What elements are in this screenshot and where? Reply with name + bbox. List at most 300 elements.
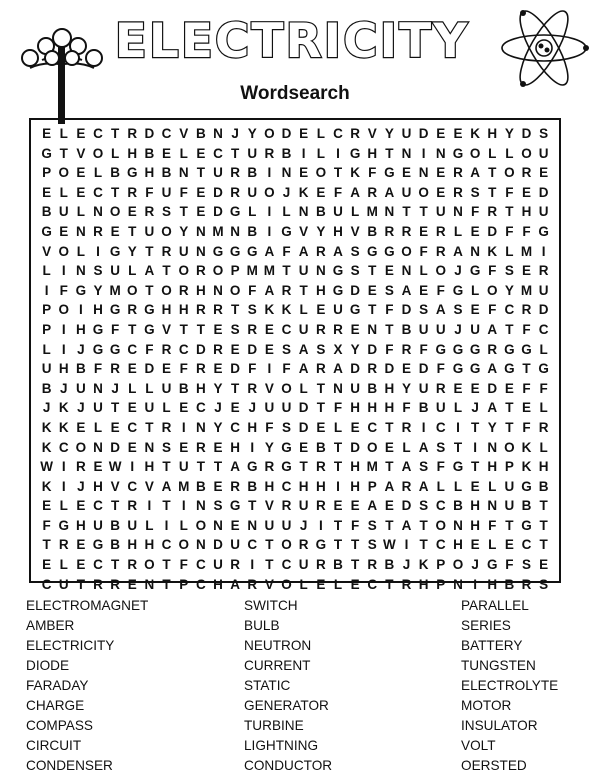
grid-letter[interactable]: S xyxy=(419,498,429,514)
grid-letter[interactable]: D xyxy=(110,439,120,455)
grid-letter[interactable]: C xyxy=(538,321,549,337)
grid-letter[interactable]: L xyxy=(453,400,463,416)
grid-letter[interactable]: T xyxy=(505,321,514,337)
grid-letter[interactable]: S xyxy=(162,204,172,220)
grid-letter[interactable]: O xyxy=(127,282,138,298)
grid-letter[interactable]: K xyxy=(521,439,532,455)
grid-letter[interactable]: R xyxy=(195,439,206,455)
grid-letter[interactable]: U xyxy=(213,557,223,573)
grid-letter[interactable]: D xyxy=(298,400,309,416)
grid-letter[interactable]: D xyxy=(144,361,155,377)
grid-letter[interactable]: C xyxy=(93,498,103,514)
grid-letter[interactable]: I xyxy=(181,419,186,435)
grid-letter[interactable]: T xyxy=(145,282,154,298)
grid-letter[interactable]: T xyxy=(522,361,531,377)
grid-letter[interactable]: U xyxy=(298,498,309,514)
grid-letter[interactable]: T xyxy=(316,400,325,416)
grid-letter[interactable]: I xyxy=(147,498,152,514)
grid-letter[interactable]: A xyxy=(144,263,155,279)
grid-letter[interactable]: K xyxy=(418,557,429,573)
grid-letter[interactable]: R xyxy=(93,223,103,239)
grid-letter[interactable]: J xyxy=(471,400,479,416)
grid-letter[interactable]: B xyxy=(401,321,412,337)
grid-letter[interactable]: G xyxy=(384,165,395,181)
grid-letter[interactable]: I xyxy=(336,145,340,161)
grid-letter[interactable]: R xyxy=(401,223,412,239)
grid-letter[interactable]: C xyxy=(367,419,378,435)
grid-letter[interactable]: V xyxy=(162,321,172,337)
grid-letter[interactable]: A xyxy=(230,459,240,475)
grid-letter[interactable]: S xyxy=(282,341,292,357)
grid-letter[interactable]: B xyxy=(178,380,189,396)
grid-letter[interactable]: A xyxy=(487,361,498,377)
grid-letter[interactable]: L xyxy=(453,223,463,239)
grid-letter[interactable]: O xyxy=(212,263,224,279)
grid-letter[interactable]: P xyxy=(42,165,52,181)
grid-letter[interactable]: I xyxy=(541,243,546,259)
grid-letter[interactable]: J xyxy=(248,400,257,416)
grid-letter[interactable]: T xyxy=(196,165,205,181)
grid-letter[interactable]: E xyxy=(127,439,137,455)
grid-letter[interactable]: N xyxy=(401,145,412,161)
grid-letter[interactable]: V xyxy=(264,498,274,514)
grid-letter[interactable]: L xyxy=(316,145,325,161)
grid-letter[interactable]: H xyxy=(350,478,360,494)
grid-letter[interactable]: G xyxy=(212,243,224,259)
grid-letter[interactable]: K xyxy=(281,302,292,318)
grid-letter[interactable]: N xyxy=(281,165,292,181)
grid-letter[interactable]: H xyxy=(264,478,275,494)
grid-letter[interactable]: T xyxy=(385,145,394,161)
grid-letter[interactable]: K xyxy=(521,459,532,475)
grid-letter[interactable]: A xyxy=(298,361,309,377)
grid-letter[interactable]: T xyxy=(145,419,154,435)
grid-letter[interactable]: S xyxy=(504,263,514,279)
grid-letter[interactable]: T xyxy=(539,498,548,514)
grid-letter[interactable]: U xyxy=(247,184,258,200)
grid-letter[interactable]: B xyxy=(41,380,52,396)
grid-letter[interactable]: T xyxy=(128,223,137,239)
grid-letter[interactable]: R xyxy=(281,498,292,514)
grid-letter[interactable]: A xyxy=(418,439,429,455)
grid-letter[interactable]: N xyxy=(213,126,223,141)
grid-letter[interactable]: L xyxy=(59,184,68,200)
grid-letter[interactable]: Y xyxy=(127,243,137,259)
grid-letter[interactable]: T xyxy=(539,517,548,533)
grid-letter[interactable]: U xyxy=(401,184,412,200)
grid-letter[interactable]: R xyxy=(521,576,532,592)
grid-letter[interactable]: E xyxy=(127,361,137,377)
grid-letter[interactable]: G xyxy=(92,321,104,337)
grid-letter[interactable]: B xyxy=(75,361,86,377)
grid-letter[interactable]: T xyxy=(196,459,205,475)
grid-letter[interactable]: G xyxy=(281,439,292,455)
grid-letter[interactable]: J xyxy=(231,126,239,141)
grid-letter[interactable]: R xyxy=(213,302,223,318)
grid-letter[interactable]: G xyxy=(332,263,344,279)
grid-letter[interactable]: G xyxy=(504,361,515,377)
grid-letter[interactable]: U xyxy=(281,517,292,533)
grid-letter[interactable]: Y xyxy=(504,282,514,298)
grid-letter[interactable]: L xyxy=(93,419,103,435)
grid-letter[interactable]: I xyxy=(61,478,66,494)
grid-letter[interactable]: T xyxy=(333,459,343,475)
grid-letter[interactable]: L xyxy=(505,145,514,161)
grid-letter[interactable]: U xyxy=(470,321,480,337)
grid-letter[interactable]: F xyxy=(488,263,497,279)
grid-letter[interactable]: I xyxy=(164,517,169,533)
grid-letter[interactable]: T xyxy=(179,204,188,220)
grid-letter[interactable]: F xyxy=(385,302,394,318)
grid-letter[interactable]: R xyxy=(247,576,258,592)
grid-letter[interactable]: L xyxy=(299,380,308,396)
grid-letter[interactable]: D xyxy=(401,302,412,318)
grid-letter[interactable]: T xyxy=(350,557,360,573)
grid-letter[interactable]: R xyxy=(161,243,172,259)
grid-letter[interactable]: I xyxy=(267,361,272,377)
grid-letter[interactable]: R xyxy=(367,361,378,377)
grid-letter[interactable]: P xyxy=(42,302,52,318)
grid-letter[interactable]: F xyxy=(179,184,188,200)
grid-letter[interactable]: T xyxy=(265,537,274,553)
grid-letter[interactable]: E xyxy=(230,341,240,357)
grid-letter[interactable]: B xyxy=(161,165,172,181)
grid-letter[interactable]: F xyxy=(488,302,497,318)
grid-letter[interactable]: T xyxy=(145,243,154,259)
grid-letter[interactable]: G xyxy=(521,341,532,357)
grid-letter[interactable]: A xyxy=(384,184,395,200)
grid-letter[interactable]: G xyxy=(452,459,464,475)
grid-letter[interactable]: E xyxy=(522,184,532,200)
grid-letter[interactable]: F xyxy=(505,557,514,573)
grid-letter[interactable]: P xyxy=(179,576,189,592)
grid-letter[interactable]: G xyxy=(332,282,344,298)
grid-letter[interactable]: I xyxy=(96,243,100,259)
grid-letter[interactable]: Y xyxy=(213,419,223,435)
grid-letter[interactable]: B xyxy=(195,478,206,494)
grid-letter[interactable]: E xyxy=(76,419,86,435)
grid-letter[interactable]: G xyxy=(58,517,69,533)
grid-letter[interactable]: S xyxy=(539,126,549,141)
grid-letter[interactable]: V xyxy=(350,223,360,239)
grid-letter[interactable]: G xyxy=(144,321,155,337)
grid-letter[interactable]: O xyxy=(109,204,121,220)
grid-letter[interactable]: D xyxy=(213,204,223,220)
grid-letter[interactable]: U xyxy=(110,263,120,279)
grid-letter[interactable]: G xyxy=(41,223,52,239)
grid-letter[interactable]: O xyxy=(281,576,292,592)
grid-letter[interactable]: G xyxy=(366,243,378,259)
grid-letter[interactable]: R xyxy=(93,576,103,592)
grid-letter[interactable]: H xyxy=(487,459,498,475)
grid-letter[interactable]: X xyxy=(333,341,343,357)
grid-letter[interactable]: G xyxy=(247,459,258,475)
grid-letter[interactable]: I xyxy=(61,459,66,475)
grid-letter[interactable]: E xyxy=(470,223,480,239)
grid-letter[interactable]: G xyxy=(127,165,138,181)
grid-letter[interactable]: H xyxy=(247,419,258,435)
grid-letter[interactable]: H xyxy=(178,302,189,318)
grid-letter[interactable]: U xyxy=(401,126,412,141)
grid-letter[interactable]: F xyxy=(419,243,428,259)
grid-letter[interactable]: E xyxy=(127,576,137,592)
grid-letter[interactable]: M xyxy=(520,243,533,259)
grid-letter[interactable]: D xyxy=(213,184,223,200)
grid-letter[interactable]: R xyxy=(315,459,326,475)
grid-letter[interactable]: T xyxy=(419,537,428,553)
grid-letter[interactable]: N xyxy=(453,576,463,592)
grid-letter[interactable]: I xyxy=(61,263,66,279)
grid-letter[interactable]: U xyxy=(504,478,515,494)
grid-letter[interactable]: N xyxy=(333,380,343,396)
grid-letter[interactable]: T xyxy=(162,498,171,514)
grid-letter[interactable]: E xyxy=(299,439,309,455)
grid-letter[interactable]: C xyxy=(195,400,206,416)
grid-letter[interactable]: T xyxy=(505,517,514,533)
grid-letter[interactable]: T xyxy=(299,282,308,298)
grid-letter[interactable]: L xyxy=(333,419,343,435)
grid-letter[interactable]: E xyxy=(299,126,309,141)
grid-letter[interactable]: E xyxy=(76,498,86,514)
grid-letter[interactable]: E xyxy=(384,498,394,514)
grid-letter[interactable]: U xyxy=(435,204,446,220)
grid-letter[interactable]: H xyxy=(315,282,326,298)
grid-letter[interactable]: L xyxy=(179,517,188,533)
grid-letter[interactable]: E xyxy=(384,439,394,455)
grid-letter[interactable]: H xyxy=(470,498,480,514)
grid-letter[interactable]: C xyxy=(58,439,69,455)
grid-letter[interactable]: H xyxy=(470,517,480,533)
grid-letter[interactable]: T xyxy=(282,263,291,279)
grid-letter[interactable]: V xyxy=(264,576,274,592)
grid-letter[interactable]: H xyxy=(333,223,343,239)
grid-letter[interactable]: K xyxy=(58,419,69,435)
grid-letter[interactable]: C xyxy=(41,576,52,592)
grid-letter[interactable]: U xyxy=(281,400,292,416)
grid-letter[interactable]: C xyxy=(161,126,172,141)
grid-letter[interactable]: F xyxy=(282,243,291,259)
grid-letter[interactable]: N xyxy=(453,517,463,533)
grid-letter[interactable]: T xyxy=(248,498,257,514)
grid-letter[interactable]: A xyxy=(333,361,343,377)
grid-letter[interactable]: U xyxy=(333,204,343,220)
grid-letter[interactable]: R xyxy=(281,282,292,298)
grid-letter[interactable]: S xyxy=(162,439,172,455)
grid-letter[interactable]: I xyxy=(456,419,460,435)
grid-letter[interactable]: E xyxy=(42,498,52,514)
grid-letter[interactable]: J xyxy=(454,321,462,337)
grid-letter[interactable]: I xyxy=(404,537,409,553)
grid-letter[interactable]: T xyxy=(128,321,137,337)
grid-letter[interactable]: L xyxy=(402,439,411,455)
grid-letter[interactable]: U xyxy=(418,380,429,396)
grid-letter[interactable]: S xyxy=(419,459,429,475)
grid-letter[interactable]: E xyxy=(402,361,412,377)
grid-letter[interactable]: I xyxy=(473,439,477,455)
grid-letter[interactable]: R xyxy=(401,341,412,357)
grid-letter[interactable]: T xyxy=(368,263,377,279)
grid-letter[interactable]: V xyxy=(264,380,274,396)
grid-letter[interactable]: S xyxy=(316,341,326,357)
grid-letter[interactable]: D xyxy=(144,126,155,141)
grid-letter[interactable]: E xyxy=(350,419,360,435)
grid-letter[interactable]: L xyxy=(333,576,343,592)
grid-letter[interactable]: U xyxy=(435,400,446,416)
grid-letter[interactable]: N xyxy=(230,223,240,239)
grid-letter[interactable]: T xyxy=(162,557,171,573)
grid-letter[interactable]: G xyxy=(521,478,532,494)
grid-letter[interactable]: H xyxy=(127,537,138,553)
grid-letter[interactable]: E xyxy=(213,478,223,494)
grid-letter[interactable]: E xyxy=(196,184,206,200)
grid-letter[interactable]: E xyxy=(213,321,223,337)
grid-letter[interactable]: O xyxy=(58,165,69,181)
grid-letter[interactable]: K xyxy=(41,439,52,455)
grid-letter[interactable]: R xyxy=(230,557,240,573)
grid-letter[interactable]: Y xyxy=(179,223,189,239)
grid-letter[interactable]: G xyxy=(504,341,515,357)
grid-letter[interactable]: C xyxy=(178,341,189,357)
grid-letter[interactable]: J xyxy=(77,478,85,494)
grid-letter[interactable]: L xyxy=(162,400,171,416)
grid-letter[interactable]: U xyxy=(144,223,155,239)
grid-letter[interactable]: D xyxy=(538,184,549,200)
grid-letter[interactable]: R xyxy=(435,380,446,396)
grid-letter[interactable]: R xyxy=(487,204,498,220)
grid-letter[interactable]: E xyxy=(230,517,240,533)
grid-letter[interactable]: L xyxy=(248,204,257,220)
grid-letter[interactable]: S xyxy=(367,517,377,533)
grid-letter[interactable]: E xyxy=(196,204,206,220)
grid-letter[interactable]: A xyxy=(487,321,498,337)
grid-letter[interactable]: L xyxy=(42,341,51,357)
grid-letter[interactable]: I xyxy=(318,517,323,533)
grid-letter[interactable]: T xyxy=(385,517,394,533)
grid-letter[interactable]: H xyxy=(315,478,326,494)
grid-letter[interactable]: L xyxy=(42,263,51,279)
grid-letter[interactable]: R xyxy=(367,184,378,200)
grid-letter[interactable]: L xyxy=(436,478,445,494)
grid-letter[interactable]: E xyxy=(402,165,412,181)
grid-letter[interactable]: U xyxy=(538,145,549,161)
grid-letter[interactable]: K xyxy=(58,400,69,416)
grid-letter[interactable]: H xyxy=(144,165,155,181)
grid-letter[interactable]: E xyxy=(453,380,463,396)
grid-letter[interactable]: V xyxy=(42,243,52,259)
grid-letter[interactable]: H xyxy=(367,400,378,416)
grid-letter[interactable]: U xyxy=(538,282,549,298)
grid-letter[interactable]: B xyxy=(367,380,378,396)
grid-letter[interactable]: T xyxy=(230,145,240,161)
grid-letter[interactable]: G xyxy=(144,302,155,318)
grid-letter[interactable]: R xyxy=(538,419,549,435)
grid-letter[interactable]: G xyxy=(435,341,447,357)
grid-letter[interactable]: E xyxy=(179,400,189,416)
grid-letter[interactable]: B xyxy=(504,576,515,592)
grid-letter[interactable]: T xyxy=(111,184,120,200)
grid-letter[interactable]: N xyxy=(487,498,498,514)
grid-letter[interactable]: U xyxy=(264,400,275,416)
grid-letter[interactable]: F xyxy=(179,557,188,573)
grid-letter[interactable]: I xyxy=(61,321,66,337)
grid-letter[interactable]: E xyxy=(522,400,532,416)
grid-letter[interactable]: N xyxy=(195,498,206,514)
grid-letter[interactable]: L xyxy=(93,165,103,181)
grid-letter[interactable]: S xyxy=(522,557,532,573)
grid-letter[interactable]: D xyxy=(350,282,360,298)
grid-letter[interactable]: H xyxy=(418,576,429,592)
grid-letter[interactable]: F xyxy=(522,321,531,337)
grid-letter[interactable]: U xyxy=(178,459,189,475)
grid-letter[interactable]: T xyxy=(385,419,394,435)
grid-letter[interactable]: B xyxy=(538,478,549,494)
grid-letter[interactable]: E xyxy=(59,223,69,239)
grid-letter[interactable]: T xyxy=(333,517,343,533)
grid-letter[interactable]: G xyxy=(109,243,121,259)
grid-letter[interactable]: L xyxy=(350,204,360,220)
grid-letter[interactable]: R xyxy=(367,557,378,573)
grid-letter[interactable]: F xyxy=(470,204,480,220)
grid-letter[interactable]: B xyxy=(418,400,429,416)
grid-letter[interactable]: I xyxy=(267,204,272,220)
grid-letter[interactable]: N xyxy=(93,439,103,455)
grid-letter[interactable]: V xyxy=(144,478,154,494)
grid-letter[interactable]: O xyxy=(366,439,378,455)
grid-letter[interactable]: R xyxy=(161,341,172,357)
grid-letter[interactable]: G xyxy=(538,223,549,239)
grid-letter[interactable]: E xyxy=(76,126,86,141)
grid-letter[interactable]: C xyxy=(281,478,292,494)
grid-letter[interactable]: R xyxy=(213,341,223,357)
grid-letter[interactable]: C xyxy=(504,302,515,318)
grid-letter[interactable]: O xyxy=(75,439,87,455)
grid-letter[interactable]: L xyxy=(128,380,137,396)
grid-letter[interactable]: N xyxy=(75,263,86,279)
grid-letter[interactable]: F xyxy=(539,380,548,396)
grid-letter[interactable]: H xyxy=(384,380,395,396)
grid-letter[interactable]: R xyxy=(230,478,240,494)
grid-letter[interactable]: H xyxy=(195,282,206,298)
grid-letter[interactable]: L xyxy=(505,243,514,259)
grid-letter[interactable]: U xyxy=(230,537,240,553)
grid-letter[interactable]: M xyxy=(178,478,190,494)
grid-letter[interactable]: F xyxy=(145,184,154,200)
grid-letter[interactable]: R xyxy=(110,576,120,592)
grid-letter[interactable]: T xyxy=(333,537,343,553)
grid-letter[interactable]: R xyxy=(315,321,326,337)
grid-letter[interactable]: E xyxy=(127,204,137,220)
grid-letter[interactable]: J xyxy=(214,400,222,416)
grid-letter[interactable]: N xyxy=(195,419,206,435)
grid-letter[interactable]: B xyxy=(521,498,532,514)
grid-letter[interactable]: U xyxy=(418,321,429,337)
grid-letter[interactable]: I xyxy=(267,223,272,239)
grid-letter[interactable]: T xyxy=(76,576,85,592)
grid-letter[interactable]: I xyxy=(421,419,426,435)
grid-letter[interactable]: T xyxy=(299,459,308,475)
grid-letter[interactable]: C xyxy=(213,145,223,161)
grid-letter[interactable]: G xyxy=(92,537,104,553)
grid-letter[interactable]: R xyxy=(401,478,412,494)
grid-letter[interactable]: T xyxy=(333,439,343,455)
grid-letter[interactable]: K xyxy=(470,126,480,141)
grid-letter[interactable]: T xyxy=(162,576,171,592)
grid-letter[interactable]: C xyxy=(195,557,206,573)
grid-letter[interactable]: L xyxy=(282,204,291,220)
grid-letter[interactable]: F xyxy=(248,282,257,298)
grid-letter[interactable]: F xyxy=(145,341,154,357)
grid-letter[interactable]: O xyxy=(418,184,429,200)
